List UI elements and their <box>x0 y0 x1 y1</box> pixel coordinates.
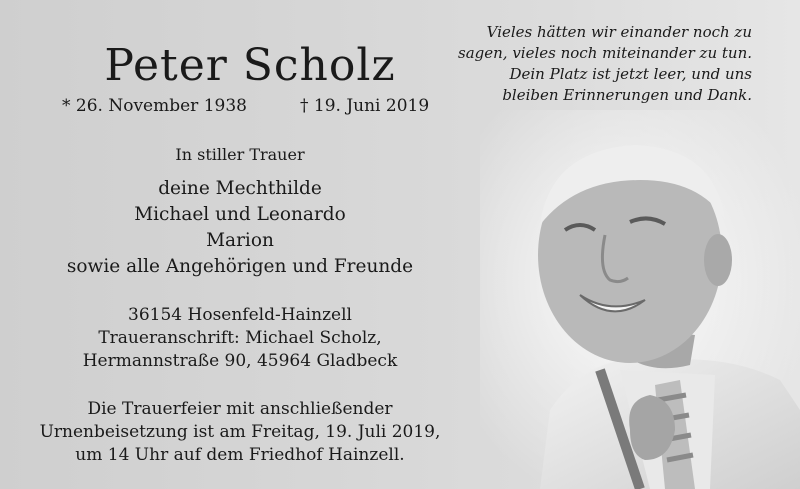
memorial-quote <box>442 22 752 106</box>
quote-line: Vieles hätten wir einander noch zu <box>486 23 752 41</box>
mourning-intro: In stiller Trauer <box>175 145 305 164</box>
mourner: sowie alle Angehörigen und Freunde <box>66 256 414 277</box>
birth-date: * 26. November 1938 <box>62 96 247 116</box>
quote-line: bleiben Erinnerungen und Dank. <box>502 86 752 104</box>
quote-line: sagen, vieles noch miteinander zu tun. <box>458 44 752 62</box>
address-line: Hermannstraße 90, 45964 Gladbeck <box>82 351 398 371</box>
ceremony-line: Die Trauerfeier mit anschließender <box>87 399 393 419</box>
ceremony-line: Urnenbeisetzung ist am Freitag, 19. Juli 2019, <box>39 422 441 442</box>
quote-line: Dein Platz ist jetzt leer, und uns <box>509 65 752 83</box>
address-line: 36154 Hosenfeld-Hainzell <box>128 305 352 325</box>
ceremony-line: um 14 Uhr auf dem Friedhof Hainzell. <box>75 445 405 465</box>
portrait-photo <box>480 110 800 489</box>
address-line: Traueranschrift: Michael Scholz, <box>98 328 382 348</box>
mourner: Michael und Leonardo <box>134 204 346 225</box>
mourner: Marion <box>206 230 274 251</box>
death-date: † 19. Juni 2019 <box>300 96 430 116</box>
mourners-list <box>20 176 460 280</box>
ceremony-info <box>20 398 460 467</box>
mourner: deine Mechthilde <box>158 178 322 199</box>
address-block <box>20 304 460 373</box>
deceased-name: Peter Scholz <box>104 40 396 91</box>
